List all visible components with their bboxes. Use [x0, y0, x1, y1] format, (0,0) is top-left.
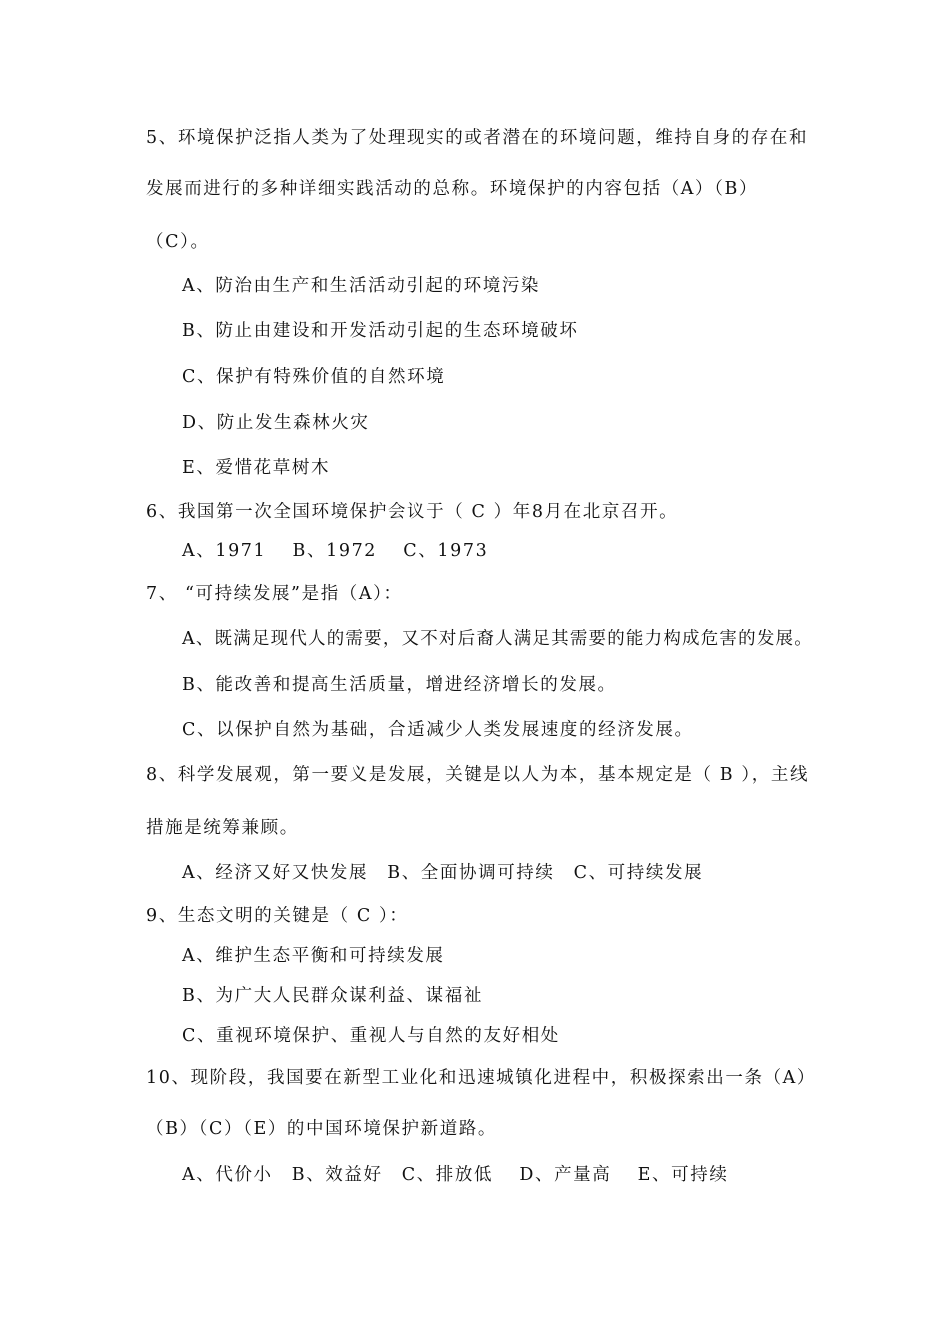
q5-option-e: E、爱惜花草树木: [182, 458, 331, 478]
q7-option-b: B、能改善和提高生活质量，增进经济增长的发展。: [182, 675, 617, 695]
q10-options: A、代价小 B、效益好 C、排放低 D、产量高 E、可持续: [182, 1165, 729, 1185]
q9-option-b: B、为广大人民群众谋利益、谋福祉: [182, 986, 483, 1006]
q8-line1: 8、科学发展观，第一要义是发展，关键是以人为本，基本规定是（ B ），主线: [146, 765, 810, 785]
q9-option-a: A、维护生态平衡和可持续发展: [182, 946, 445, 966]
q5-line3: （C）。: [146, 232, 210, 252]
q5-option-c: C、保护有特殊价值的自然环境: [182, 367, 446, 387]
q7-option-c: C、以保护自然为基础，合适减少人类发展速度的经济发展。: [182, 720, 694, 740]
q5-line1: 5、环境保护泛指人类为了处理现实的或者潜在的环境问题，维持自身的存在和: [146, 128, 809, 148]
q8-line2: 措施是统筹兼顾。: [146, 818, 299, 838]
q6-line1: 6、我国第一次全国环境保护会议于（ C ）年8月在北京召开。: [146, 502, 679, 522]
q9-option-c: C、重视环境保护、重视人与自然的友好相处: [182, 1026, 560, 1046]
q5-option-d: D、防止发生森林火灾: [182, 413, 370, 433]
q9-line1: 9、生态文明的关键是（ C ）：: [146, 906, 409, 926]
q7-option-a: A、既满足现代人的需要，又不对后裔人满足其需要的能力构成危害的发展。: [182, 629, 813, 649]
q7-line1: 7、 “可持续发展”是指（A）：: [146, 584, 403, 604]
q5-line2: 发展而进行的多种详细实践活动的总称。环境保护的内容包括（A）（B）: [146, 179, 759, 199]
q6-options: A、1971 B、1972 C、1973: [182, 541, 489, 561]
q10-line2: （B）（C）（E）的中国环境保护新道路。: [146, 1119, 498, 1139]
q10-line1: 10、现阶段，我国要在新型工业化和迅速城镇化进程中，积极探索出一条（A）: [146, 1068, 817, 1088]
q5-option-a: A、防治由生产和生活活动引起的环境污染: [182, 276, 541, 296]
q8-options: A、经济又好又快发展 B、全面协调可持续 C、可持续发展: [182, 863, 704, 883]
q5-option-b: B、防止由建设和开发活动引起的生态环境破坏: [182, 321, 579, 341]
